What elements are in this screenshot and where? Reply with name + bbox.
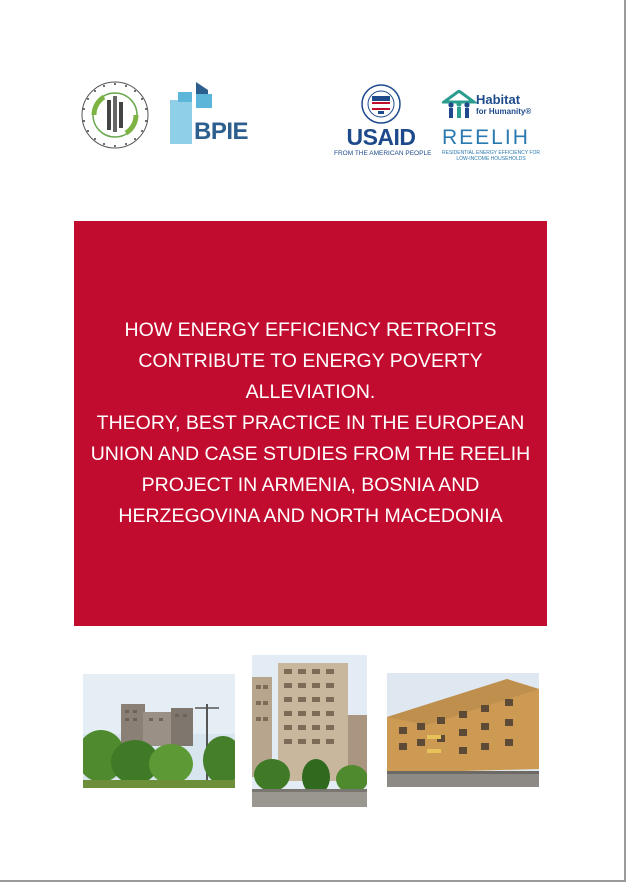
bpie-wordmark: BPIE xyxy=(194,118,249,145)
usaid-tagline: FROM THE AMERICAN PEOPLE xyxy=(334,150,432,157)
usaid-wordmark: USAID xyxy=(346,124,416,150)
cover-title-block xyxy=(74,221,547,626)
habitat-wordmark xyxy=(476,94,546,118)
bpie-logo xyxy=(166,82,256,144)
apartment-block-trees-photo xyxy=(83,674,235,788)
usaid-seal-icon xyxy=(361,84,401,124)
institute-seal-logo xyxy=(80,80,150,150)
usaid-logo xyxy=(334,84,432,160)
institute-seal-icon xyxy=(80,80,150,150)
cover-title: HOW ENERGY EFFICIENCY RETROFITS CONTRIBUTE TO ENERGY POVERTY ALLEVIATION. THEORY, BEST PRACTICE IN THE EUROPEAN UNION AND CASE STUDIES FROM THE REELIH PROJECT IN ARMENIA, BOSNIA AND HERZEGOVINA AND NORTH MACEDONIA xyxy=(90,319,531,527)
habitat-name-line1: Habitat xyxy=(476,92,521,107)
habitat-name-line2: for Humanity® xyxy=(476,107,532,116)
habitat-reelih-logo xyxy=(440,88,540,162)
reelih-wordmark: REELIH xyxy=(442,126,530,149)
yellow-apartment-building-photo xyxy=(387,673,539,787)
habitat-house-people-icon xyxy=(442,90,478,120)
high-rise-residential-tower-photo xyxy=(252,655,367,807)
reelih-tagline: RESIDENTIAL ENERGY EFFICIENCY FOR LOW-INCOME HOUSEHOLDS xyxy=(442,150,540,162)
